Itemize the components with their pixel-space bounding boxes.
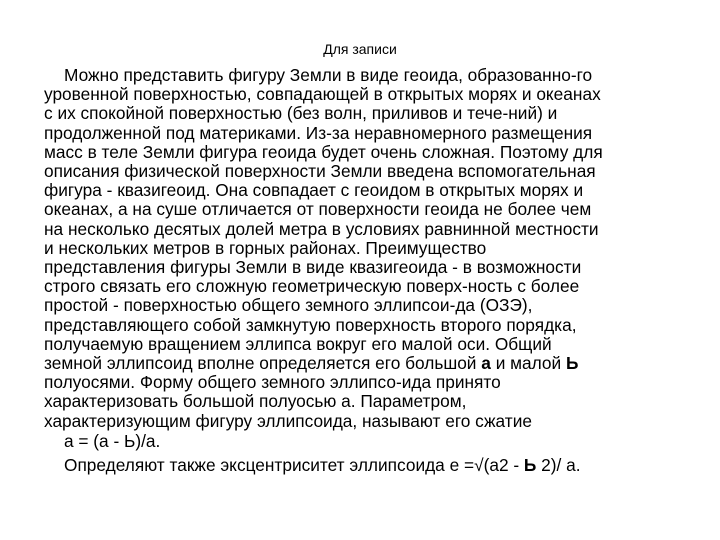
semi-minor-axis-symbol: Ь [523,455,537,476]
paragraph-line: полуосями. Форму общего земного эллипсо-ида принято [44,372,501,393]
paragraph-line: характеризующим фигуру эллипсоида, называют его сжатие [44,410,532,431]
paragraph-line: масс в теле Земли фигура геоида будет очень сложная. Поэтому для [44,141,603,162]
paragraph-line: Можно представить фигуру Земли в виде геоида, образованно-го [64,65,593,85]
semi-axes-text: и малой [490,353,566,374]
eccentricity-line [44,456,694,475]
slide-title: Для записи [323,41,397,57]
paragraph-line: с их спокойной поверхностью (без волн, приливов и тече-ний) и [44,103,558,124]
paragraph-line: на несколько десятых долей метра в условиях равнинной местности [44,218,599,239]
paragraph-line: получаемую вращением эллипса вокруг его малой оси. Общий [44,333,552,354]
semi-axes-text: земной эллипсоид вполне определяется его большой [44,353,482,374]
paragraph-line: продолженной под материками. Из-за неравномерного размещения [44,122,593,143]
document-body [44,66,694,475]
compression-formula: a = (a - Ь)/a. [64,430,161,451]
eccentricity-text: 2)/ a. [536,455,581,476]
semi-axes-line [44,354,694,373]
paragraph-line: простой - поверхностью общего земного эллипсои-да (ОЗЭ), [44,295,533,316]
semi-major-axis-symbol: а [481,353,491,374]
semi-minor-axis-symbol: Ь [565,353,579,374]
paragraph-line: представляющего собой замкнутую поверхность второго порядка, [44,314,577,335]
paragraph-line: представления фигуры Земли в виде квазигеоида - в возможности [44,257,582,278]
paragraph-line: и нескольких метров в горных районах. Преимущество [44,237,487,258]
paragraph-line: строго связать его сложную геометрическую поверх-ность с более [44,276,580,297]
paragraph-line: океанах, а на суше отличается от поверхности геоида не более чем [44,199,592,220]
eccentricity-text: Определяют также эксцентриситет эллипсоида e =√(a2 - [64,455,524,476]
paragraph-line: характеризовать большой полуосью а. Параметром, [44,391,467,412]
paragraph-line: описания физической поверхности Земли введена вспомогательная [44,161,596,182]
paragraph-line: фигура - квазигеоид. Она совпадает с геоидом в открытых морях и [44,180,584,201]
paragraph-line: уровенной поверхностью, совпадающей в открытых морях и океанах [44,84,601,105]
